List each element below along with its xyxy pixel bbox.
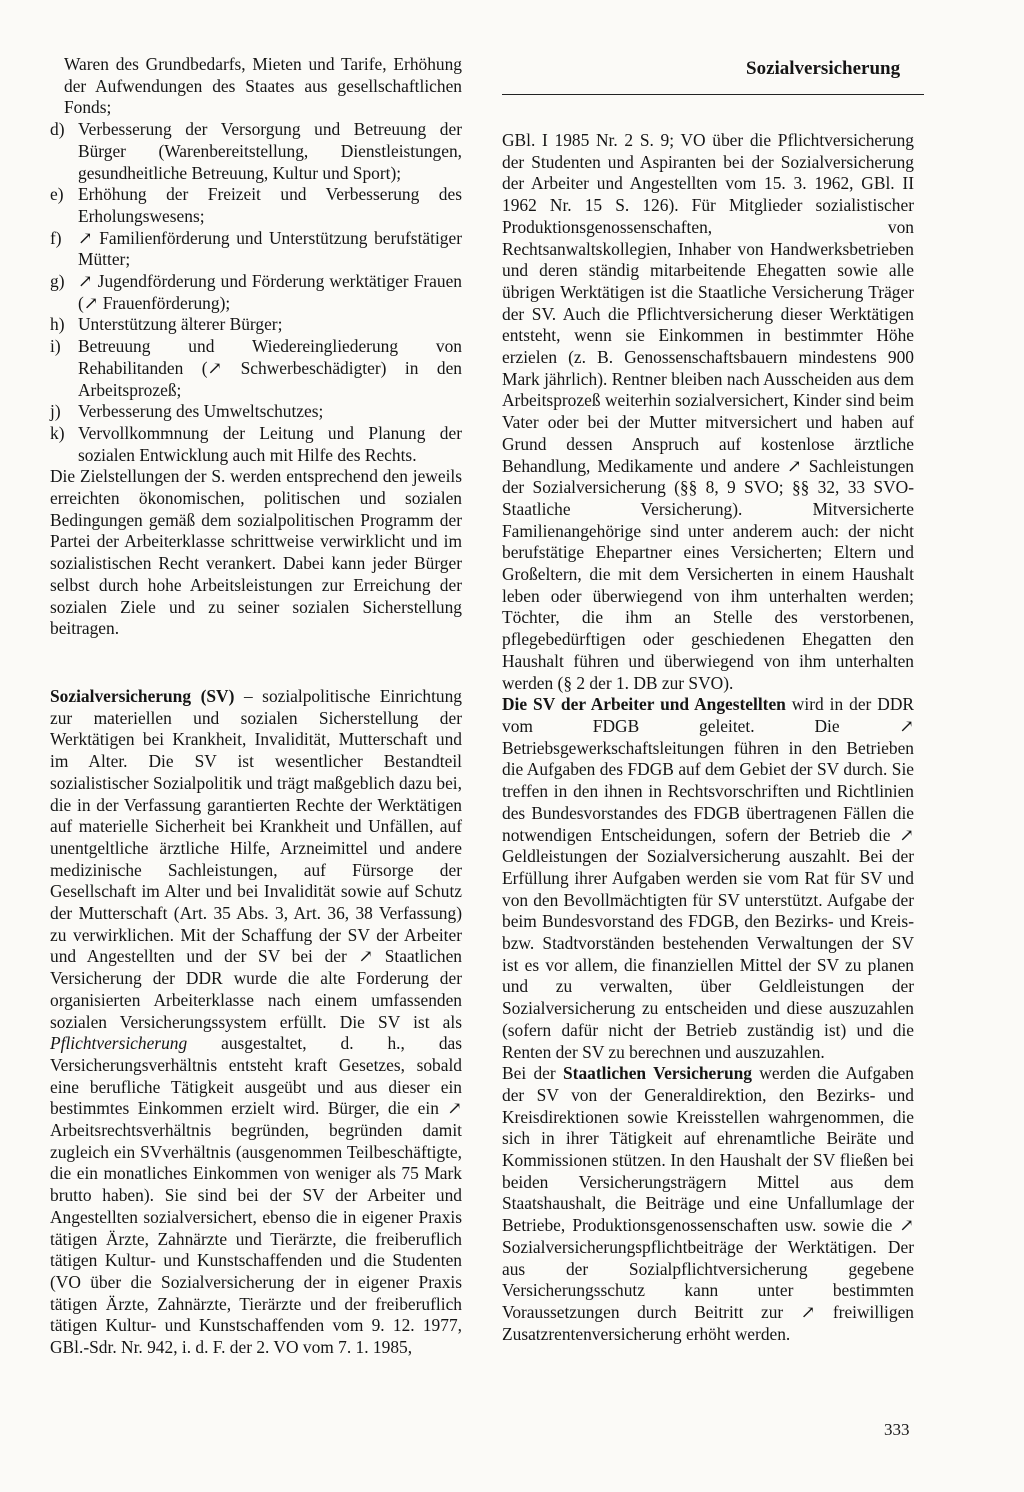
list-letter: i) xyxy=(50,336,61,357)
paragraph-staatliche xyxy=(502,1063,914,1345)
list-letter: f) xyxy=(50,227,62,248)
list-text: Unterstützung älterer Bürger; xyxy=(78,314,283,335)
goals-list xyxy=(50,119,462,466)
list-text: Betreuung und Wiedereingliederung von Rehabilitanden (↗ Schwerbeschädigter) in den Arbeitsprozeß; xyxy=(78,336,462,400)
subheading-staatliche-versicherung: Staatlichen Versicherung xyxy=(563,1063,752,1084)
list-text: Verbesserung der Versorgung und Betreuung der Bürger (Warenbereitstellung, Dienstleistungen, gesundheitliche Betreuung, Kultur und Sport); xyxy=(78,119,462,183)
list-item xyxy=(50,119,462,184)
header-rule xyxy=(502,94,924,95)
running-header: Sozialversicherung xyxy=(746,58,901,79)
list-letter: e) xyxy=(50,184,64,205)
entry-sozialversicherung xyxy=(50,686,462,1359)
list-text: ↗ Jugendförderung und Förderung werktätiger Frauen (↗ Frauenförderung); xyxy=(78,271,462,313)
list-text: ↗ Familienförderung und Unterstützung berufstätiger Mütter; xyxy=(78,227,462,270)
list-item xyxy=(50,228,462,271)
list-item xyxy=(50,271,462,314)
list-item xyxy=(50,184,462,227)
entry-text-continued: ausgestaltet, d. h., das Versicherungsverhältnis entsteht kraft Gesetzes, sobald eine berufliche Tätigkeit ausgeübt und aus dieser ein bestimmtes Einkommen erzielt wird. Bürger, die ein ↗ Arbeitsrechtsverhältnis begründen, begründen damit zugleich ein SVverhältnis (ausgenommen Teilbeschäftigte, die ein monatliches Einkommen von weniger als 75 Mark brutto haben). Sie sind bei der SV der Arbeiter und Angestellten sozialversichert, ebenso die in eigener Praxis tätigen Ärzte, Zahnärzte und Tierärzte, die freiberuflich tätigen Kultur- und Kunstschaffenden und die Studenten (VO über die Sozialversicherung der in eigener Praxis tätigen Ärzte, Zahnärzte, Tierärzte und der freiberuflich tätigen Kultur- und Kunstschaffenden vom 9. 12. 1977, GBl.-Sdr. Nr. 942, i. d. F. der 2. VO vom 7. 1. 1985, xyxy=(50,1033,462,1358)
list-text: Verbesserung des Umweltschutzes; xyxy=(78,401,324,422)
right-column xyxy=(502,130,914,1345)
paragraph-staatliche-intro: Bei der xyxy=(502,1063,564,1084)
list-letter: d) xyxy=(50,119,65,140)
list-item xyxy=(50,314,462,336)
closing-paragraph: Die Zielstellungen der S. werden entsprechend den jeweils erreichten ökonomischen, politischen und sozialen Bedingungen gemäß dem sozialpolitischen Programm der Partei der Arbeiterklasse schrittweise verwirklicht und im sozialistischen Recht verankert. Dabei kann jeder Bürger selbst durch hohe Arbeitsleistungen zur Erreichung der sozialen Ziele und zu seiner sozialen Sicherstellung beitragen. xyxy=(50,466,462,639)
list-text: Vervollkommnung der Leitung und Planung der sozialen Entwicklung auch mit Hilfe des Rechts. xyxy=(78,422,462,465)
entry-italic-term: Pflichtversicherung xyxy=(50,1033,188,1054)
entry-separator xyxy=(50,640,462,686)
list-text: Erhöhung der Freizeit und Verbesserung des Erholungswesens; xyxy=(78,184,462,226)
list-letter: g) xyxy=(50,271,65,292)
list-letter: k) xyxy=(50,422,65,443)
list-item xyxy=(50,401,462,423)
list-intro-continuation: Waren des Grundbedarfs, Mieten und Tarife, Erhöhung der Aufwendungen des Staates aus gesellschaftlichen Fonds; xyxy=(64,54,462,118)
list-item xyxy=(50,336,462,401)
list-letter: j) xyxy=(50,401,61,422)
paragraph-fdgb xyxy=(502,694,914,1063)
page-number: 333 xyxy=(884,1420,910,1439)
list-letter: h) xyxy=(50,314,65,335)
entry-text: – sozialpolitische Einrichtung zur materiellen und sozialen Sicherstellung der Werktätigen bei Krankheit, Invalidität, Mutterschaft und im Alter. Die SV ist wesentlicher Bestandteil sozialistischer Sozialpolitik und trägt maßgeblich dazu bei, die in der Verfassung garantierten Rechte der Werktätigen auf materielle Sicherheit bei Krankheit und Unfällen, auf unentgeltliche ärztliche Hilfe, Arzneimittel und andere medizinische Sachleistungen, auf Fürsorge der Gesellschaft im Alter und bei Invalidität sowie auf Schutz der Mutterschaft (Art. 35 Abs. 3, Art. 36, 38 Verfassung) zu verwirklichen. Mit der Schaffung der SV der Arbeiter und Angestellten und der SV bei der ↗ Staatlichen Versicherung der DDR wurde die alte Forderung der organisierten Arbeiterklasse nach einem umfassenden sozialen Versicherungssystem erfüllt. Die SV ist als xyxy=(50,685,462,1032)
paragraph-fdgb-text: wird in der DDR vom FDGB geleitet. Die ↗ Betriebsgewerkschaftsleitungen führen in den Betrieben die Aufgaben des FDGB auf dem Gebiet der SV durch. Sie treffen in den ihnen in Rechtsvorschriften und Richtlinien des Bundesvorstandes des FDGB übertragenen Fällen die notwendigen Entscheidungen, sofern der Betrieb die ↗ Geldleistungen der Sozialversicherung auszahlt. Bei der Erfüllung ihrer Aufgaben werden sie vom Rat für SV und von den Bevollmächtigten für SV unterstützt. Aufgabe der beim Bundesvorstand des FDGB, den Bezirks- und Kreis- bzw. Stadtvorständen bestehenden Verwaltungen der SV ist es vor allem, die finanziellen Mittel der SV zu planen und zu verwalten, über Geldleistungen der Sozialversicherung zu entscheiden und diese auszuzahlen (sofern dafür nicht der Betrieb zuständig ist) und die Renten der SV zu berechnen und auszuzahlen. xyxy=(502,694,914,1062)
entry-headword: Sozialversicherung (SV) xyxy=(50,685,235,706)
subheading-sv-arbeiter: Die SV der Arbeiter und Angestellten xyxy=(502,694,786,715)
left-column xyxy=(50,54,462,1359)
paragraph-membership: GBl. I 1985 Nr. 2 S. 9; VO über die Pflichtversicherung der Studenten und Aspiranten bei der Sozialversicherung der Arbeiter und Angestellten vom 15. 3. 1962, GBl. II 1962 Nr. 15 S. 126). Für Mitglieder sozialistischer Produktionsgenossenschaften, von Rechtsanwaltskollegien, Inhaber von Handwerksbetrieben und deren ständig mitarbeitende Ehegatten sowie alle übrigen Werktätigen ist die Staatliche Versicherung Träger der SV. Auch die Pflichtversicherung dieser Werktätigen entsteht, wenn sie Einkommen in bestimmter Höhe erzielen (z. B. Genossenschaftsbauern mindestens 900 Mark jährlich). Rentner bleiben nach Ausscheiden aus dem Arbeitsprozeß weiterhin sozialversichert, Kinder sind beim Vater oder bei der Mutter mitversichert und haben auf Grund dessen Anspruch auf kostenlose ärztliche Behandlung, Medikamente und andere ↗ Sachleistungen der Sozialversicherung (§§ 8, 9 SVO; §§ 32, 33 SVO-Staatliche Versicherung). Mitversicherte Familienangehörige sind unter anderem auch: der nicht berufstätige Ehepartner eines Versicherten; Eltern und Großeltern, die mit dem Versicherten in einem Haushalt leben oder überwiegend von ihm unterhalten werden; Töchter, die ihm an Stelle des verstorbenen, pflegebedürftigen oder geschiedenen Ehegatten den Haushalt führen und überwiegend von ihm unterhalten werden (§ 2 der 1. DB zur SVO). xyxy=(502,130,914,693)
list-item xyxy=(50,423,462,466)
paragraph-staatliche-text: werden die Aufgaben der SV von der Generaldirektion, den Bezirks- und Kreisdirektionen sowie Kreisstellen wahrgenommen, die sich in ihrer Tätigkeit auf ehrenamtliche Beiräte und Kommissionen stützen. In den Haushalt der SV fließen bei beiden Versicherungsträgern Mittel aus dem Staatshaushalt, die Beiträge und eine Unfallumlage der Betriebe, Produktionsgenossenschaften usw. sowie die ↗ Sozialversicherungspflichtbeiträge der Werktätigen. Der aus der Sozialpflichtversicherung gegebene Versicherungsschutz kann unter bestimmten Voraussetzungen durch Beitritt zur ↗ freiwilligen Zusatzrentenversicherung erhöht werden. xyxy=(502,1063,914,1344)
